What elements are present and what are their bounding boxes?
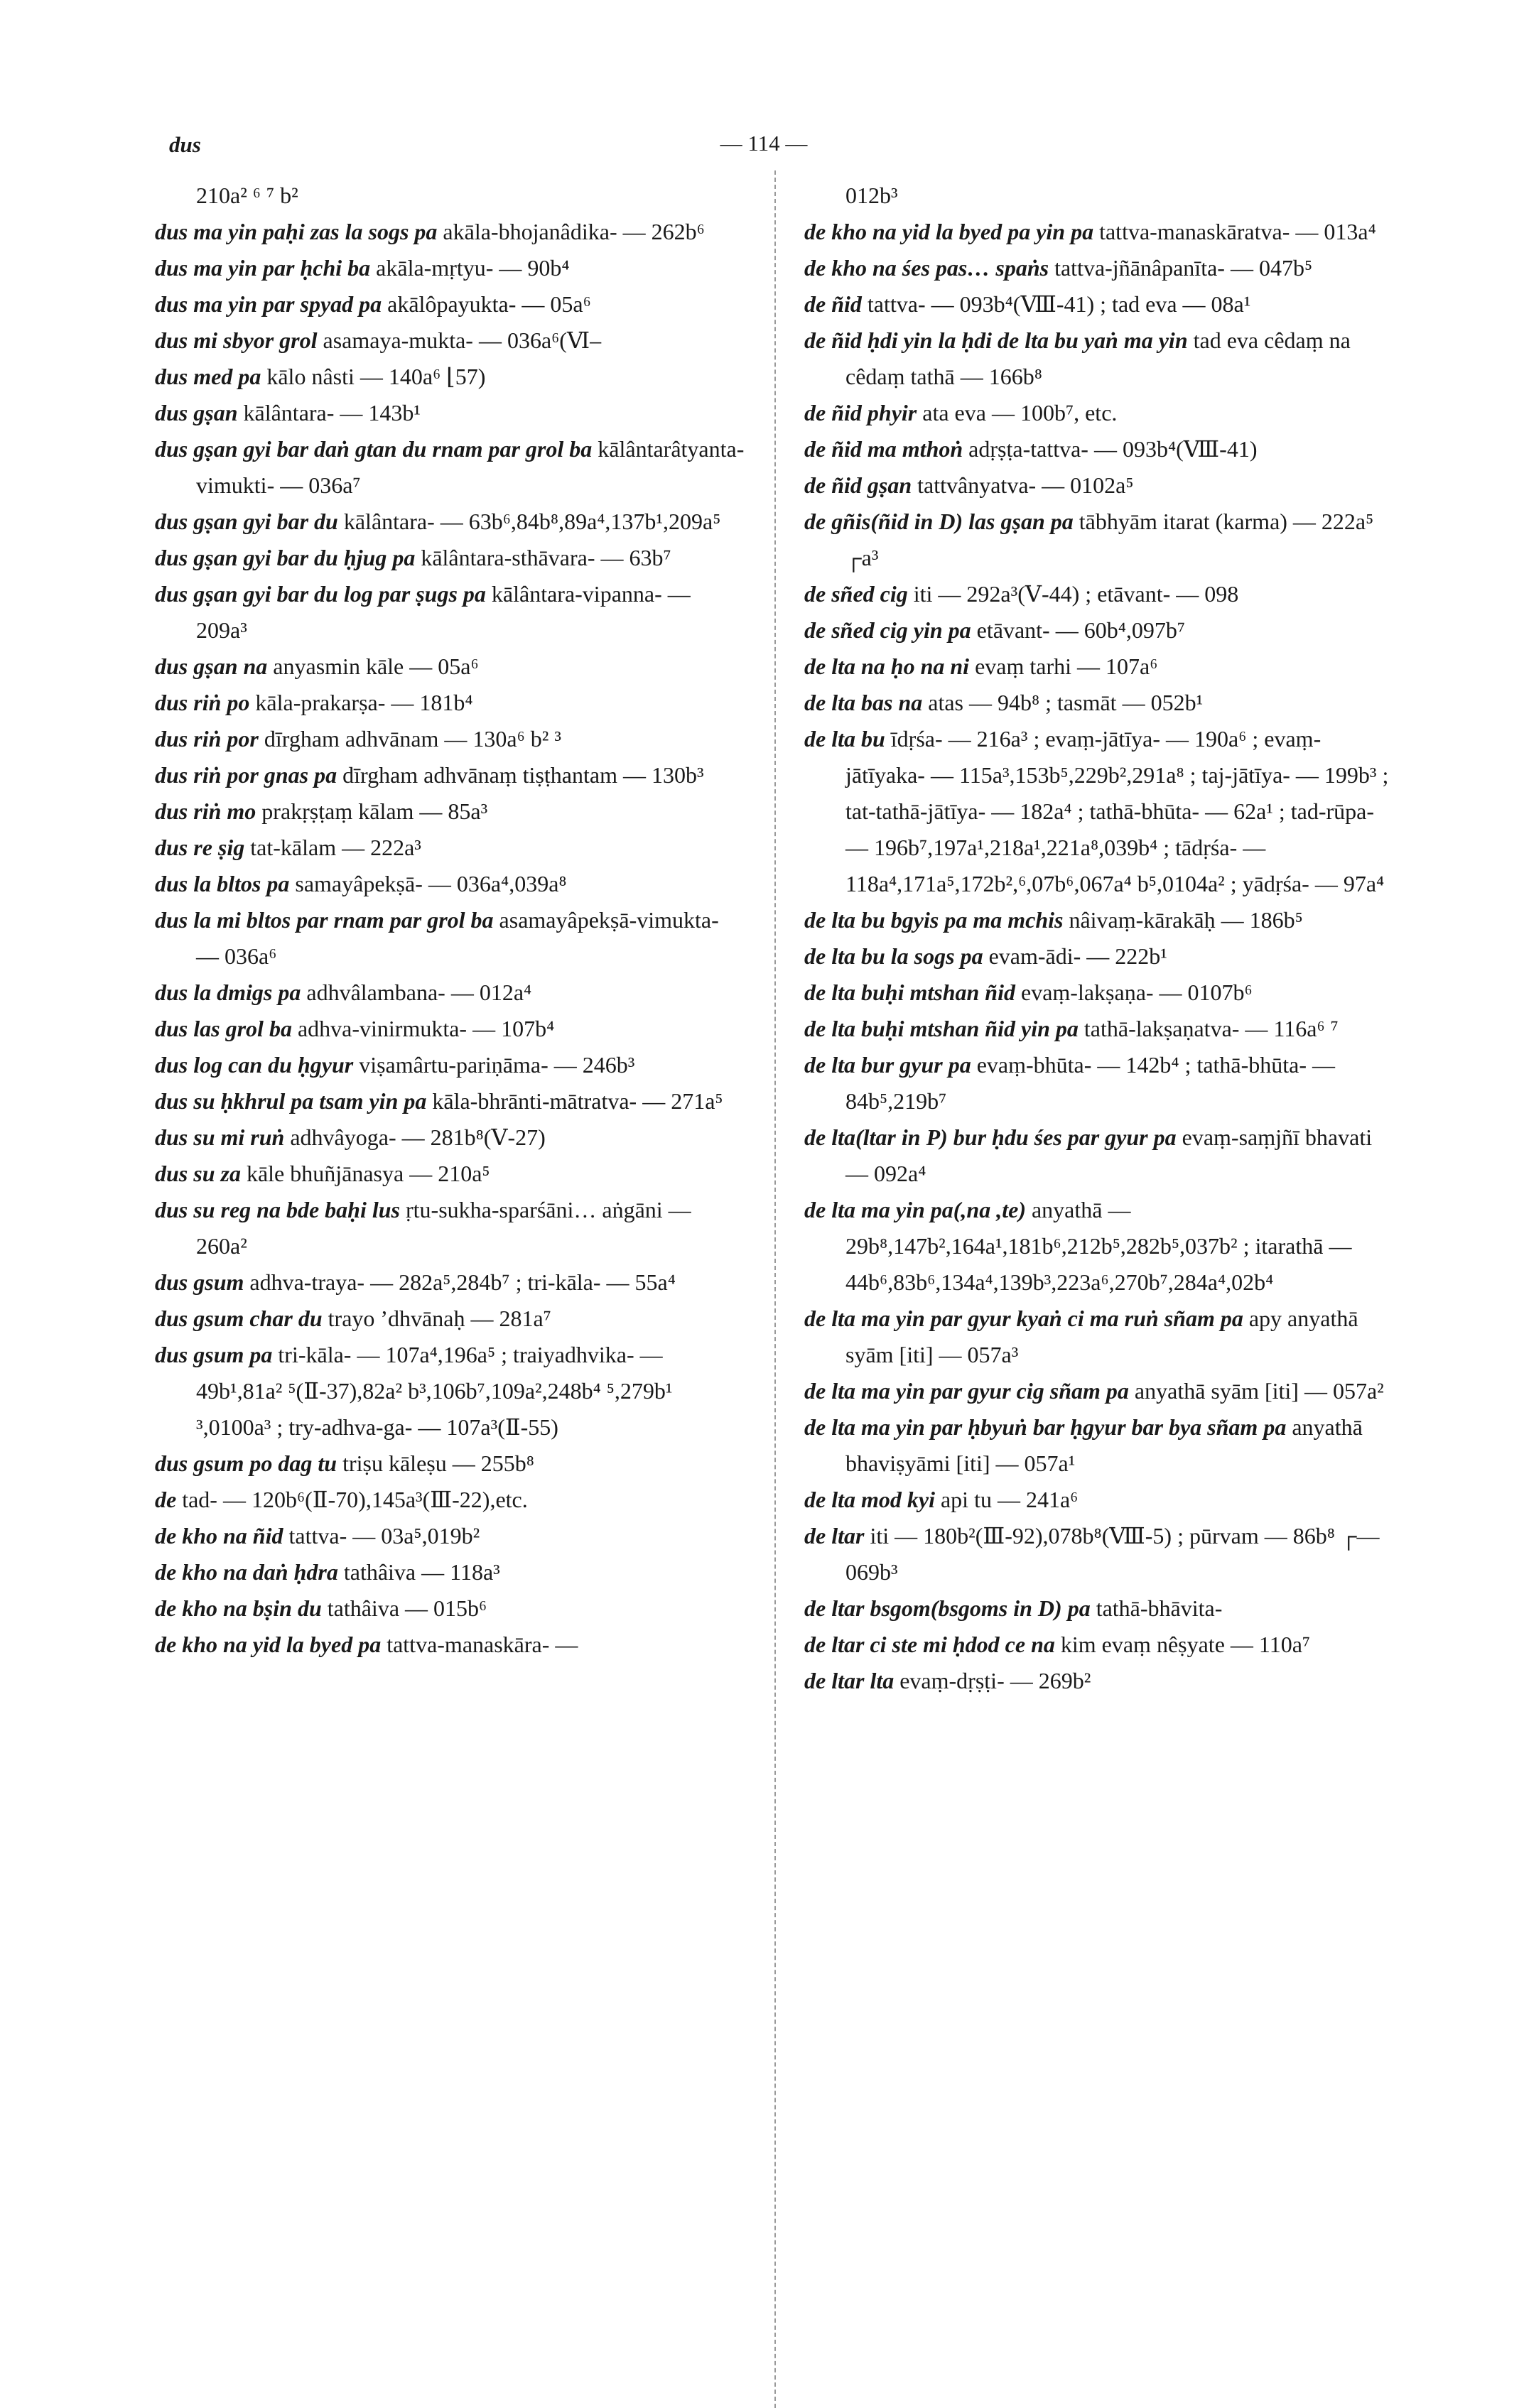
dictionary-entry — [804, 431, 1394, 467]
tibetan-headword: dus ma yin paḥi zas la sogs pa — [155, 219, 438, 244]
dictionary-entry — [804, 1301, 1394, 1373]
tibetan-headword: dus su ḥkhrul pa tsam yin pa — [155, 1088, 427, 1114]
dictionary-entry — [155, 1156, 745, 1192]
dictionary-entry — [155, 685, 745, 721]
sanskrit-equivalent-and-refs: tattva-manaskāra- — — [381, 1632, 578, 1657]
tibetan-headword: dus su za — [155, 1161, 241, 1186]
dictionary-entry — [804, 467, 1394, 504]
tibetan-headword: de lta bur gyur pa — [804, 1052, 971, 1078]
dictionary-entry — [155, 359, 745, 395]
tibetan-headword: de kho na yid la byed pa — [155, 1632, 382, 1657]
dictionary-entry — [804, 1011, 1394, 1047]
dictionary-entry — [155, 1301, 745, 1337]
tibetan-headword: de — [155, 1487, 177, 1512]
sanskrit-equivalent-and-refs: iti — 292a³(Ⅴ-44) ; etāvant- — 098 — [907, 581, 1239, 607]
sanskrit-equivalent-and-refs: iti — 180b²(Ⅲ-92),078b⁸(Ⅷ-5) ; pūrvam — 86b⁸ ┌— 069b³ — [845, 1523, 1380, 1585]
dictionary-entry — [155, 504, 745, 540]
sanskrit-equivalent-and-refs: apy anyathā syām [iti] — 057a³ — [845, 1306, 1358, 1367]
tibetan-headword: de lta ma yin par gyur kyaṅ ci ma ruṅ sñam pa — [804, 1306, 1243, 1331]
sanskrit-equivalent-and-refs: atas — 94b⁸ ; tasmāt — 052b¹ — [922, 690, 1204, 715]
tibetan-headword: de ltar bsgom(bsgoms in D) pa — [804, 1595, 1091, 1621]
dictionary-entry — [804, 612, 1394, 649]
sanskrit-equivalent-and-refs: trayo ’dhvānaḥ — 281a⁷ — [322, 1306, 551, 1331]
sanskrit-equivalent-and-refs: tat-kālam — 222a³ — [244, 835, 421, 860]
sanskrit-equivalent-and-refs: kāle bhuñjānasya — 210a⁵ — [240, 1161, 490, 1186]
tibetan-headword: de lta mod kyi — [804, 1487, 935, 1512]
sanskrit-equivalent-and-refs: tattvânyatva- — 0102a⁵ — [912, 472, 1134, 498]
dictionary-entry — [804, 1192, 1394, 1301]
tibetan-headword: dus gsum pa — [155, 1342, 273, 1367]
dictionary-entry — [804, 395, 1394, 431]
tibetan-headword: dus la dmigs pa — [155, 980, 301, 1005]
sanskrit-equivalent-and-refs: nâivaṃ-kārakāḥ — 186b⁵ — [1063, 907, 1303, 933]
tibetan-headword: de kho na yid la byed pa yin pa — [804, 219, 1094, 244]
tibetan-headword: de lta bu — [804, 726, 885, 752]
tibetan-headword: dus riṅ por gnas pa — [155, 762, 337, 788]
sanskrit-equivalent-and-refs: triṣu kāleṣu — 255b⁸ — [337, 1450, 534, 1476]
tibetan-headword: de lta ma yin pa(,na ,te) — [804, 1197, 1026, 1222]
sanskrit-equivalent-and-refs: kāla-prakarṣa- — 181b⁴ — [249, 690, 473, 715]
tibetan-headword: de lta bu bgyis pa ma mchis — [804, 907, 1064, 933]
dictionary-entry — [155, 866, 745, 902]
dictionary-entry — [155, 1554, 745, 1590]
sanskrit-equivalent-and-refs: adhvâlambana- — 012a⁴ — [301, 980, 532, 1005]
sanskrit-equivalent-and-refs: tathā-bhāvita- — [1090, 1595, 1223, 1621]
dictionary-entry — [804, 250, 1394, 286]
dictionary-entry — [155, 1590, 745, 1627]
dictionary-entry — [155, 431, 745, 504]
dictionary-entry — [155, 540, 745, 576]
dictionary-entry — [155, 649, 745, 685]
dictionary-entry — [804, 1663, 1394, 1699]
left-column — [155, 178, 745, 1663]
sanskrit-equivalent-and-refs: akāla-mṛtyu- — 90b⁴ — [370, 255, 570, 281]
dictionary-entry — [804, 214, 1394, 250]
sanskrit-equivalent-and-refs: anyathā syām [iti] — 057a² — [1128, 1378, 1384, 1404]
dictionary-entry — [155, 1482, 745, 1518]
sanskrit-equivalent-and-refs: asamaya-mukta- — 036a⁶(Ⅵ– — [317, 327, 602, 353]
tibetan-headword: de lta(ltar in P) bur ḥdu śes par gyur pa — [804, 1124, 1177, 1150]
page-number: — 114 — — [720, 131, 808, 156]
sanskrit-equivalent-and-refs: evaṃ tarhi — 107a⁶ — [969, 653, 1158, 679]
tibetan-headword: de kho na śes pas… spaṅs — [804, 255, 1049, 281]
tibetan-headword: de ñid ḥdi yin la ḥdi de lta bu yaṅ ma yin — [804, 327, 1188, 353]
sanskrit-equivalent-and-refs: īdṛśa- — 216a³ ; evaṃ-jātīya- — 190a⁶ ; evaṃ-jātīyaka- — 115a³,153b⁵,229b²,291a⁸ ; taj-jātīya- — 199b³ ; tat-tathā-jātīya- — 182a⁴ ; tathā-bhūta- — 62a¹ ; tad-rūpa- — 196b⁷,197a¹,218a¹,221a⁸,039b⁴ ; tādṛśa- — 118a⁴,171a⁵,172b²,⁶,07b⁶,067a⁴ b⁵,0104a² ; yādṛśa- — 97a⁴ — [845, 726, 1389, 896]
sanskrit-equivalent-and-refs: dīrgham adhvānaṃ tiṣṭhantam — 130b³ — [337, 762, 704, 788]
dictionary-entry — [155, 830, 745, 866]
sanskrit-equivalent-and-refs: evaṃ-lakṣaṇa- — 0107b⁶ — [1015, 980, 1253, 1005]
dictionary-entry — [155, 1192, 745, 1264]
dictionary-entry — [804, 576, 1394, 612]
dictionary-entry — [155, 1627, 745, 1663]
tibetan-headword: de ltar — [804, 1523, 865, 1549]
sanskrit-equivalent-and-refs: tābhyām itarat (karma) — 222a⁵ ┌a³ — [845, 509, 1374, 570]
dictionary-entry — [155, 975, 745, 1011]
tibetan-headword: de lta bu la sogs pa — [804, 943, 983, 969]
sanskrit-equivalent-and-refs: kālântara-sthāvara- — 63b⁷ — [415, 545, 671, 570]
sanskrit-equivalent-and-refs: dīrgham adhvānam — 130a⁶ b² ³ — [258, 726, 561, 752]
dictionary-entry — [155, 1337, 745, 1446]
sanskrit-equivalent-and-refs: 210a² ⁶ ⁷ b² — [196, 183, 298, 208]
dictionary-entry — [804, 322, 1394, 395]
sanskrit-equivalent-and-refs: akāla-bhojanâdika- — 262b⁶ — [437, 219, 705, 244]
sanskrit-equivalent-and-refs: kālântara- — 143b¹ — [237, 400, 421, 425]
dictionary-entry — [804, 1047, 1394, 1119]
sanskrit-equivalent-and-refs: akālôpayukta- — 05a⁶ — [382, 291, 591, 317]
tibetan-headword: de ñid gṣan — [804, 472, 912, 498]
dictionary-entry — [155, 395, 745, 431]
tibetan-headword: de ltar ci ste mi ḥdod ce na — [804, 1632, 1055, 1657]
tibetan-headword: dus log can du ḥgyur — [155, 1052, 354, 1078]
sanskrit-equivalent-and-refs: tri-kāla- — 107a⁴,196a⁵ ; traiyadhvika- — 49b¹,81a² ⁵(Ⅱ-37),82a² b³,106b⁷,109a²,248b⁴ ⁵,279b¹ ³,0100a³ ; try-adhva-ga- — 107a³(Ⅱ-55) — [196, 1342, 673, 1440]
sanskrit-equivalent-and-refs: kim evaṃ nêṣyate — 110a⁷ — [1054, 1632, 1311, 1657]
tibetan-headword: dus med pa — [155, 364, 261, 389]
dictionary-entry — [155, 793, 745, 830]
dictionary-entry — [155, 214, 745, 250]
dictionary-entry — [155, 250, 745, 286]
sanskrit-equivalent-and-refs: 012b³ — [845, 183, 898, 208]
dictionary-entry — [155, 1047, 745, 1083]
dictionary-entry — [804, 685, 1394, 721]
tibetan-headword: dus su mi ruṅ — [155, 1124, 285, 1150]
sanskrit-equivalent-and-refs: samayâpekṣā- — 036a⁴,039a⁸ — [289, 871, 567, 896]
tibetan-headword: dus su reg na bde baḥi lus — [155, 1197, 400, 1222]
tibetan-headword: de ñid — [804, 291, 862, 317]
sanskrit-equivalent-and-refs: tathâiva — 118a³ — [337, 1559, 500, 1585]
right-column — [804, 178, 1394, 1699]
tibetan-headword: dus gṣan na — [155, 653, 268, 679]
running-head: dus — [169, 132, 201, 157]
tibetan-headword: de kho na ñid — [155, 1523, 283, 1549]
sanskrit-equivalent-and-refs: evaṃ-saṃjñī bhavati — 092a⁴ — [845, 1124, 1373, 1186]
tibetan-headword: de lta bas na — [804, 690, 923, 715]
tibetan-headword: de sñed cig yin pa — [804, 617, 971, 643]
dictionary-entry — [804, 1373, 1394, 1409]
dictionary-entry — [804, 178, 1394, 214]
tibetan-headword: dus gsum — [155, 1269, 244, 1295]
dictionary-entry — [804, 1482, 1394, 1518]
sanskrit-equivalent-and-refs: anyasmin kāle — 05a⁶ — [267, 653, 479, 679]
dictionary-entry — [155, 902, 745, 975]
dictionary-entry — [155, 721, 745, 757]
sanskrit-equivalent-and-refs: ata eva — 100b⁷, etc. — [917, 400, 1118, 425]
dictionary-entry — [155, 178, 745, 214]
tibetan-headword: de lta ma yin par gyur cig sñam pa — [804, 1378, 1129, 1404]
sanskrit-equivalent-and-refs: evaṃ-dṛṣṭi- — 269b² — [894, 1668, 1091, 1693]
dictionary-entry — [804, 1119, 1394, 1192]
sanskrit-equivalent-and-refs: tattva- — 03a⁵,019b² — [283, 1523, 480, 1549]
tibetan-headword: dus riṅ po — [155, 690, 250, 715]
tibetan-headword: dus la mi bltos par rnam par grol ba — [155, 907, 494, 933]
dictionary-entry — [155, 1446, 745, 1482]
tibetan-headword: de kho na daṅ ḥdra — [155, 1559, 338, 1585]
dictionary-entry — [804, 975, 1394, 1011]
sanskrit-equivalent-and-refs: tathā-lakṣaṇatva- — 116a⁶ ⁷ — [1078, 1016, 1339, 1041]
tibetan-headword: dus gṣan gyi bar du — [155, 509, 338, 534]
dictionary-entry — [804, 1627, 1394, 1663]
tibetan-headword: dus la bltos pa — [155, 871, 290, 896]
sanskrit-equivalent-and-refs: tad- — 120b⁶(Ⅱ-70),145a³(Ⅲ-22),etc. — [176, 1487, 528, 1512]
tibetan-headword: de sñed cig — [804, 581, 908, 607]
tibetan-headword: dus gṣan gyi bar daṅ gtan du rnam par grol ba — [155, 436, 593, 462]
tibetan-headword: dus re ṣig — [155, 835, 245, 860]
dictionary-entry — [155, 286, 745, 322]
sanskrit-equivalent-and-refs: asamayâpekṣā-vimukta- — 036a⁶ — [196, 907, 719, 969]
sanskrit-equivalent-and-refs: adhva-vinirmukta- — 107b⁴ — [291, 1016, 555, 1041]
sanskrit-equivalent-and-refs: anyathā bhaviṣyāmi [iti] — 057a¹ — [845, 1414, 1363, 1476]
sanskrit-equivalent-and-refs: kālântara- — 63b⁶,84b⁸,89a⁴,137b¹,209a⁵ — [337, 509, 721, 534]
sanskrit-equivalent-and-refs: viṣamârtu-pariṇāma- — 246b³ — [353, 1052, 635, 1078]
tibetan-headword: de ñid ma mthoṅ — [804, 436, 963, 462]
tibetan-headword: dus ma yin par spyad pa — [155, 291, 382, 317]
dictionary-entry — [155, 1264, 745, 1301]
dictionary-entry — [804, 1409, 1394, 1482]
tibetan-headword: de kho na bṣin du — [155, 1595, 322, 1621]
tibetan-headword: dus gsum po dag tu — [155, 1450, 337, 1476]
dictionary-entry — [155, 322, 745, 359]
tibetan-headword: de lta ma yin par ḥbyuṅ bar ḥgyur bar bya sñam pa — [804, 1414, 1287, 1440]
sanskrit-equivalent-and-refs: kālântarâtyanta-vimukti- — 036a⁷ — [196, 436, 745, 498]
tibetan-headword: dus gṣan gyi bar du log par ṣugs pa — [155, 581, 486, 607]
tibetan-headword: dus gsum char du — [155, 1306, 323, 1331]
tibetan-headword: dus las grol ba — [155, 1016, 292, 1041]
sanskrit-equivalent-and-refs: tad eva cêdaṃ na cêdaṃ tathā — 166b⁸ — [845, 327, 1351, 389]
column-divider — [774, 170, 776, 2408]
dictionary-entry — [155, 757, 745, 793]
tibetan-headword: de lta buḥi mtshan ñid — [804, 980, 1015, 1005]
sanskrit-equivalent-and-refs: prakṛṣṭaṃ kālam — 85a³ — [256, 798, 488, 824]
tibetan-headword: de gñis(ñid in D) las gṣan pa — [804, 509, 1074, 534]
dictionary-entry — [804, 286, 1394, 322]
tibetan-headword: de lta buḥi mtshan ñid yin pa — [804, 1016, 1079, 1041]
dictionary-entry — [155, 1083, 745, 1119]
tibetan-headword: de lta na ḥo na ni — [804, 653, 970, 679]
sanskrit-equivalent-and-refs: evaṃ-bhūta- — 142b⁴ ; tathā-bhūta- — 84b⁵,219b⁷ — [845, 1052, 1336, 1114]
dictionary-entry — [804, 902, 1394, 938]
dictionary-entry — [155, 1119, 745, 1156]
tibetan-headword: dus mi sbyor grol — [155, 327, 318, 353]
dictionary-entry — [804, 504, 1394, 576]
tibetan-headword: de ñid phyir — [804, 400, 917, 425]
tibetan-headword: de ltar lta — [804, 1668, 895, 1693]
dictionary-entry — [804, 938, 1394, 975]
tibetan-headword: dus ma yin par ḥchi ba — [155, 255, 371, 281]
sanskrit-equivalent-and-refs: tattva-manaskāratva- — 013a⁴ — [1093, 219, 1376, 244]
tibetan-headword: dus gṣan gyi bar du ḥjug pa — [155, 545, 416, 570]
dictionary-entry — [155, 1518, 745, 1554]
sanskrit-equivalent-and-refs: anyathā — 29b⁸,147b²,164a¹,181b⁶,212b⁵,282b⁵,037b² ; itarathā — 44b⁶,83b⁶,134a⁴,139b³,223a⁶,270b⁷,284a⁴,02b⁴ — [845, 1197, 1352, 1295]
sanskrit-equivalent-and-refs: adṛṣṭa-tattva- — 093b⁴(Ⅷ-41) — [963, 436, 1258, 462]
dictionary-entry — [804, 1590, 1394, 1627]
dictionary-entry — [804, 721, 1394, 902]
sanskrit-equivalent-and-refs: ṛtu-sukha-sparśāni… aṅgāni — 260a² — [196, 1197, 691, 1259]
tibetan-headword: dus gṣan — [155, 400, 238, 425]
tibetan-headword: dus riṅ por — [155, 726, 259, 752]
sanskrit-equivalent-and-refs: kālo nâsti — 140a⁶ ⌊57) — [261, 364, 486, 389]
dictionary-entry — [804, 649, 1394, 685]
tibetan-headword: dus riṅ mo — [155, 798, 256, 824]
dictionary-entry — [804, 1518, 1394, 1590]
sanskrit-equivalent-and-refs: tattva- — 093b⁴(Ⅷ-41) ; tad eva — 08a¹ — [861, 291, 1251, 317]
sanskrit-equivalent-and-refs: kālântara-vipanna- — 209a³ — [196, 581, 691, 643]
dictionary-entry — [155, 1011, 745, 1047]
sanskrit-equivalent-and-refs: adhvâyoga- — 281b⁸(Ⅴ-27) — [284, 1124, 546, 1150]
sanskrit-equivalent-and-refs: api tu — 241a⁶ — [934, 1487, 1079, 1512]
dictionary-entry — [155, 576, 745, 649]
sanskrit-equivalent-and-refs: adhva-traya- — 282a⁵,284b⁷ ; tri-kāla- — 55a⁴ — [244, 1269, 676, 1295]
sanskrit-equivalent-and-refs: etāvant- — 60b⁴,097b⁷ — [971, 617, 1185, 643]
sanskrit-equivalent-and-refs: tathâiva — 015b⁶ — [321, 1595, 487, 1621]
sanskrit-equivalent-and-refs: evam-ādi- — 222b¹ — [983, 943, 1167, 969]
sanskrit-equivalent-and-refs: tattva-jñānâpanīta- — 047b⁵ — [1049, 255, 1313, 281]
sanskrit-equivalent-and-refs: kāla-bhrānti-mātratva- — 271a⁵ — [426, 1088, 723, 1114]
